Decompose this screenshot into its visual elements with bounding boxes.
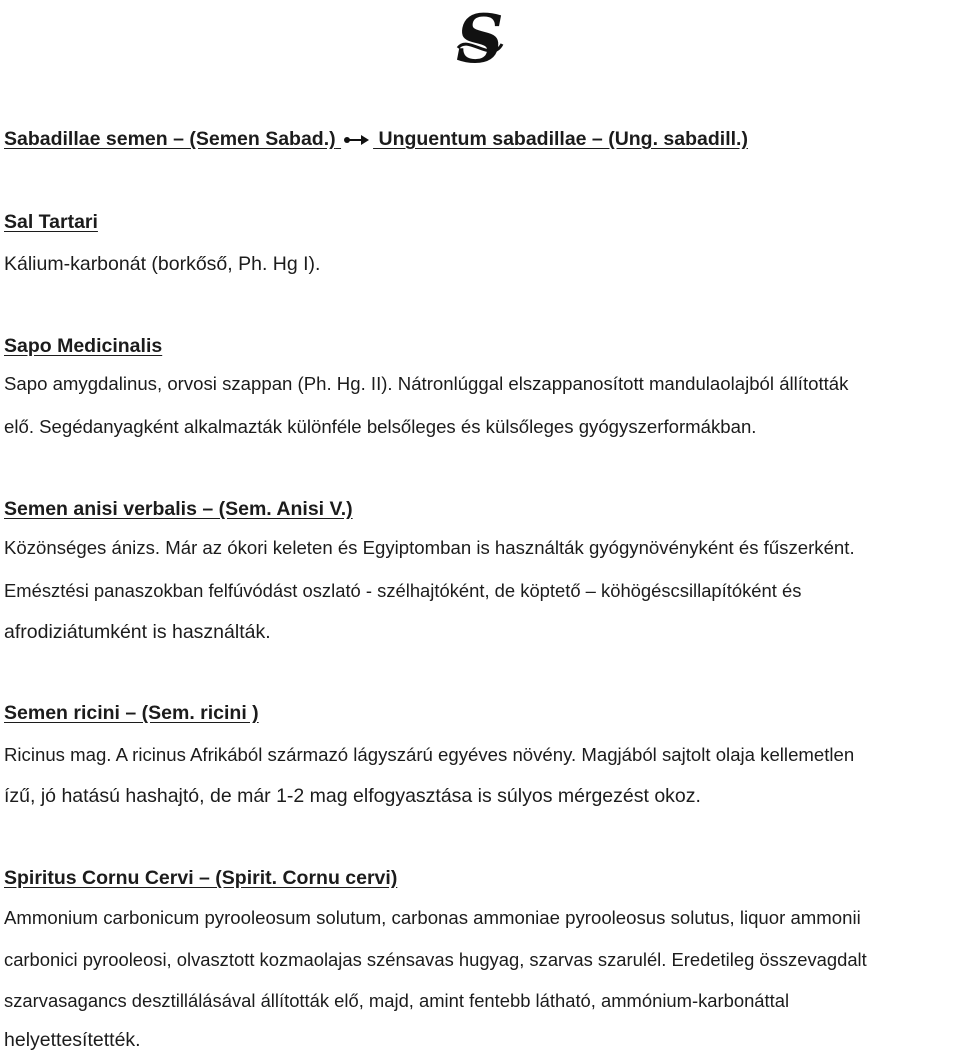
entry-heading-spiritus-cornu-cervi: Spiritus Cornu Cervi – (Spirit. Cornu cervi) bbox=[4, 867, 398, 889]
entry-text: elő. Segédanyagként alkalmazták különféle belsőleges és külsőleges gyógyszerformákban. bbox=[4, 416, 757, 437]
entry-text: carbonici pyrooleosi, olvasztott kozmaolajas szénsavas hugyag, szarvas szarulél. Eredetileg összevagdalt bbox=[4, 949, 867, 970]
entry-heading-semen-ricini: Semen ricini – (Sem. ricini ) bbox=[4, 702, 259, 724]
entry-text: Sapo amygdalinus, orvosi szappan (Ph. Hg. II). Nátronlúggal elszappanosított mandulaolajból állították bbox=[4, 373, 849, 394]
svg-text:S: S bbox=[456, 4, 504, 76]
logo-s-icon bbox=[440, 4, 520, 76]
entry-heading-semen-anisi: Semen anisi verbalis – (Sem. Anisi V.) bbox=[4, 498, 353, 520]
entry-text: Emésztési panaszokban felfúvódást oszlató - szélhajtóként, de köptető – köhögéscsillapítóként és bbox=[4, 580, 802, 601]
entry-heading-sapo-medicinalis: Sapo Medicinalis bbox=[4, 335, 163, 357]
entry-text: helyettesítették. bbox=[4, 1029, 141, 1051]
entry-text: szarvasagancs desztillálásával állították elő, majd, amint fentebb látható, ammónium-karbonáttal bbox=[4, 990, 790, 1011]
entry-text: afrodiziátumként is használták. bbox=[4, 621, 271, 643]
entry-text: ízű, jó hatású hashajtó, de már 1-2 mag elfogyasztása is súlyos mérgezést okoz. bbox=[4, 785, 701, 807]
entry-text: Kálium-karbonát (borkőső, Ph. Hg I). bbox=[4, 253, 321, 275]
arrow-right-icon bbox=[343, 133, 371, 147]
entry-heading-sal-tartari: Sal Tartari bbox=[4, 211, 98, 233]
entry-heading-sabadillae: Sabadillae semen – (Semen Sabad.) Unguentum sabadillae – (Ung. sabadill.) bbox=[4, 128, 748, 150]
entry-text: Ammonium carbonicum pyrooleosum solutum, carbonas ammoniae pyrooleosus solutus, liquor ammonii bbox=[4, 907, 861, 928]
entry-text: Közönséges ánizs. Már az ókori keleten és Egyiptomban is használták gyógynövényként és fűszerként. bbox=[4, 537, 855, 558]
entry-text: Ricinus mag. A ricinus Afrikából származó lágyszárú egyéves növény. Magjából sajtolt olaja kellemetlen bbox=[4, 744, 855, 765]
logo bbox=[0, 0, 960, 80]
